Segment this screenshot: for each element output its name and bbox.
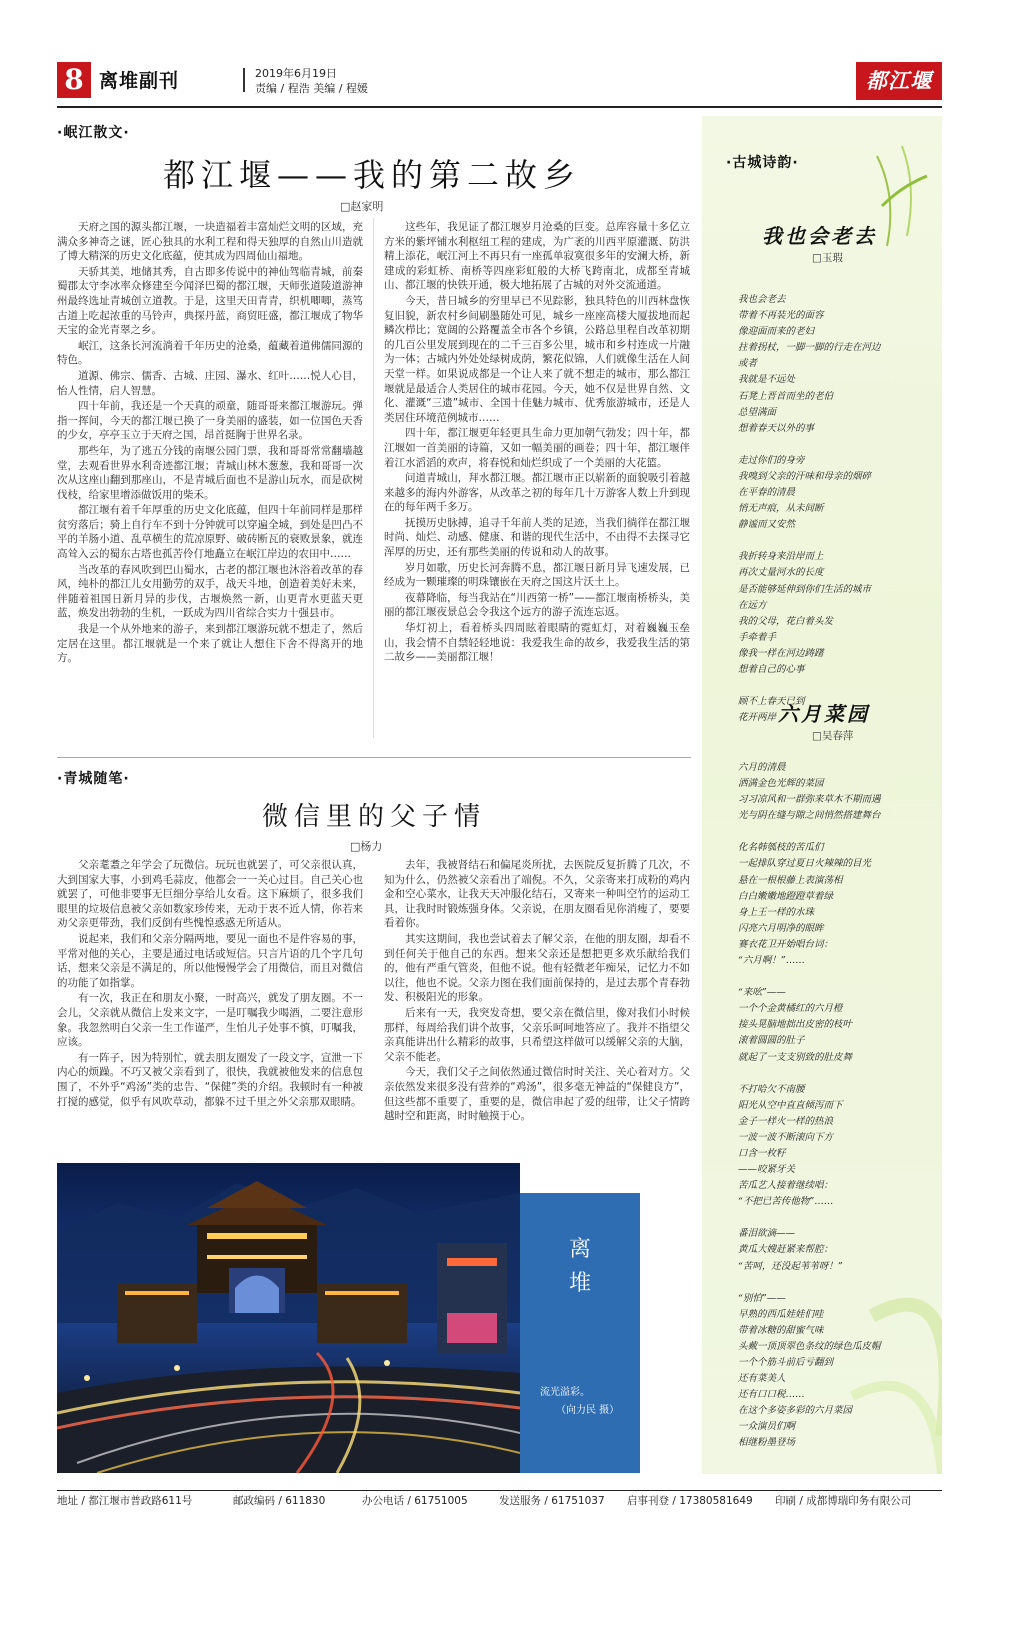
footer-office-phone: 办公电话 / 61751005 xyxy=(362,1495,468,1507)
paragraph: 后来有一天，我突发奇想，要父亲在微信里，像对我们小时候那样，每周给我们讲个故事，父亲乐呵呵地答应了。我并不指望父亲真能讲出什么精彩的故事，只希望这样做可以缓解父亲的大脑，父亲不能老。 xyxy=(384,1006,690,1063)
masthead-separator xyxy=(243,68,245,92)
night-city-photo xyxy=(57,1163,520,1473)
paragraph: 其实这期间，我也尝试着去了解父亲，在他的朋友圈，却看不到任何关于他自己的东西。想来父亲还是想把更多欢乐献给我们的，他有严重气管炎，但他不说。他有轻微老年痴呆，记忆力不如以往，他也不说。父亲力图在我们面前保持的，是过去那个青春勃发、积极阳光的形象。 xyxy=(384,932,690,1004)
article1-column-1 xyxy=(57,220,363,740)
photo-panel-title xyxy=(520,1233,640,1301)
paragraph: 今天，我们父子之间依然通过微信时时关注、关心着对方。父亲依然发来很多没有营养的“鸡汤”，很多毫无神益的“保健良方”，但这些都不重要了，重要的是，微信串起了爱的纽带，让父子情跨越时空和距离，时时触摸于心。 xyxy=(384,1066,690,1123)
footer xyxy=(57,1493,942,1511)
paragraph: 我是一个从外地来的游子，来到都江堰游玩就不想走了，然后定居在这里。都江堰就是一个来了就让人想住下舍不得离开的地方。 xyxy=(57,623,363,665)
article2-byline: □杨力 xyxy=(350,840,383,853)
article1-section-tag: ·岷江散文· xyxy=(57,125,130,141)
poem-stanza: 六月的清晨 洒满金色光辉的菜园 习习凉风和一群弥来草木不期而遇 光与阴在缝与隙之间悄然搭建舞台 xyxy=(738,762,881,822)
paragraph: 岷江，这条长河流淌着千年历史的沧桑，蕴藏着道佛儒同源的特色。 xyxy=(57,339,363,367)
footer-rule xyxy=(57,1490,942,1491)
poem2-author: □吴春萍 xyxy=(812,730,854,742)
paragraph: 父亲耄耋之年学会了玩微信。玩玩也就罢了，可父亲很认真，大到国家大事，小到鸡毛蒜皮，他都会一一关心过目。自己关心也就罢了，可他非要事无巨细分享给儿女看。这下麻烦了，很多我们眼里的垃圾信息被父亲如数家珍传来，无动于衷不近人情，你若来劝父亲更带劲，我们反倒有些愧惶惑惑无所适从。 xyxy=(57,859,363,930)
poem-stanza: 我折转身来沿岸而上 再次丈量河水的长度 是否能够延伸到你们生活的城市 在远方 我的父母，花白着头发 手牵着手 像我一样在河边踌躇 想着自己的心事 xyxy=(738,551,872,675)
poem-stanza: “来吆”—— 一个个金黄橘红的六月橙 接头晃脑地拙出皮密的枝叶 滚着圆圆的肚子 就起了一支支别致的肚皮舞 xyxy=(738,987,853,1063)
photo-caption-panel xyxy=(520,1193,640,1473)
paragraph: 天府之国的源头都江堰，一块造福着丰富灿烂文明的区域，充满众多神奇之谜，匠心独具的水利工程和得天独厚的自然山川造就了博大精深的历史文化底蕴，使其成为四周仙山福地。 xyxy=(57,221,363,263)
paragraph: 四十年，都江堰更年轻更具生命力更加朝气勃发；四十年，都江堰如一首美丽的诗篇，又如一幅美丽的画卷；四十年，都江堰伴着江水滔滔的欢声，将春悦和灿烂织成了一个美丽的大花篮。 xyxy=(384,427,690,469)
photo-illustration xyxy=(57,1163,520,1473)
footer-ads: 启事刊登 / 17380581649 xyxy=(627,1495,753,1507)
article2-headline: 微信里的父子情 xyxy=(262,802,487,832)
photo-panel-title-line-1: 离 xyxy=(568,1237,591,1262)
photo-credit: （向力民 摄） xyxy=(556,1405,620,1416)
paragraph: 去年，我被肾结石和偏尾炎所扰，去医院反复折腾了几次，不知为什么，仍然被父亲看出了端倪。不久，父亲寄来打成粉的鸡内金和空心菜水，让我天天冲服化结石，又寄来一种叫空竹的运动工具，让我时时锻炼强身体。父亲说，在朋友圈看见你消瘦了，要要看着你。 xyxy=(384,859,690,930)
article2-column-2 xyxy=(384,858,690,1156)
poem-stanza: 不打哈欠不南腰 阳光从空中直直倾泻而下 金子一样火一样的热浪 一波一波不断滚向下方 口含一枚籽 ——咬紧牙关 苦瓜艺人接着继续唱： “不把已苦传他物”…… xyxy=(738,1083,843,1208)
editors: 责编 / 程浩 美编 / 程媛 xyxy=(255,82,368,95)
footer-postcode: 邮政编码 / 611830 xyxy=(233,1495,326,1507)
page-number: 8 xyxy=(57,62,91,98)
article2-section-tag: ·青城随笔· xyxy=(57,771,130,787)
poem-stanza: 番泪欲滴—— 黄瓜大嫂赶紧来帮腔： “苦呵，还没起苇苇呀！” xyxy=(738,1228,843,1272)
masthead xyxy=(57,62,942,102)
publication-date: 2019年6月19日 xyxy=(255,67,337,80)
paragraph: 有一次，我正在和朋友小聚，一时高兴，就发了朋友圈。不一会儿，父亲就从微信上发来文字，一是叮嘱我少喝酒，二要注意形象。我忽然明白父亲一生工作谨严，生怕儿子处事不慎，叮嘱我，应该。 xyxy=(57,992,363,1049)
poem-stanza: 我也会老去 带着不再装光的面容 像迎面而来的老妇 拄着拐杖，一脚一脚的行走在河边 或者 我就是不远处 石凳上晋首而坐的老伯 总望满面 想着春天以外的事 xyxy=(738,294,881,434)
paragraph: 这些年，我见证了都江堰岁月沧桑的巨变。总库容量十多亿立方米的紫坪铺水利枢纽工程的建成，为广袤的川西平原灌溉、防洪精上添花，岷江河上不再只有一座孤单寂寞很多年的安澜大桥，新建成的彩虹桥、南桥等四座彩虹般的大桥飞跨南北，成都至青城山、都江堰的快铁开通，极大地拓展了古城的对外交流通道。 xyxy=(384,221,690,292)
poem1-title: 我也会老去 xyxy=(762,224,877,248)
paragraph: 夜幕降临，每当我站在“川西第一桥”——都江堰南桥桥头，美丽的都江堰夜景总会令我这个远方的游子流连忘返。 xyxy=(384,591,690,619)
paragraph: 那些年，为了逃五分钱的南堰公园门票，我和哥哥常常翻墙越堂，去观看世界水利奇迹都江堰；青城山林木葱葱，我和哥哥一次次从这座山翻到那座山，不是青城后面也不是游山玩水，而是砍树伐枝，给家里增添做饭用的柴禾。 xyxy=(57,444,363,501)
paragraph: 道源、佛宗、儒香、古城、庄园、瀑水、红叶……悦人心目，怡人性情，启人智慧。 xyxy=(57,369,363,397)
paragraph: 都江堰有着千年厚重的历史文化底蕴，但四十年前同样是那样贫穷落后；骑上自行车不到十分钟就可以穿遍全城，到处是凹凸不平的羊肠小道、乱草横生的荒凉原野、破砖断瓦的衰败景象，就连高耸入云的蜀东古塔也孤苦伶仃地矗立在岷江岸边的农田中…… xyxy=(57,504,363,561)
column-divider xyxy=(373,218,374,738)
poem2-body xyxy=(738,760,881,1468)
poem1-body xyxy=(738,292,881,742)
poem-stanza: 化名韩瓠枝的苦瓜们 一起排队穿过夏日火辣辣的目光 悬在一根根藤上表演荡相 白白嫩嫩地蹬蹬草着绿 身上王一样的水珠 闪亮六月明净的眼眸 赛衣花卫开始唱台词： “六月啊！”…… xyxy=(738,842,872,967)
paragraph: 岁月如歌，历史长河奔腾不息，都江堰日新月异飞速发展，已经成为一颗璀璨的明珠镶嵌在天府之国这片沃土上。 xyxy=(384,561,690,589)
paragraph: 有一阵子，因为特别忙，就去朋友圈发了一段文字，宣泄一下内心的烦躁。不巧又被父亲看到了，很快，我就被他发来的信息包围了，不外乎“鸡汤”类的忠告、“保健”类的介绍。我顿时有一种被打搅的感觉，似乎有风吹草动，都躲不过千里之外父亲那双眼睛。 xyxy=(57,1051,363,1108)
poem1-author: □玉瑕 xyxy=(812,252,843,264)
photo-caption: 流光溢彩。 xyxy=(540,1387,590,1398)
paragraph: 华灯初上，看着桥头四周眩着眼睛的霓虹灯，对着巍巍玉垒山，我会情不自禁轻轻地说：我爱我生命的故乡，我爱我生活的第二故乡——美丽都江堰！ xyxy=(384,622,690,664)
paragraph: 当改革的春风吹到巴山蜀水，古老的都江堰也沐浴着改革的春风，纯朴的都江儿女用勤劳的双手，战天斗地，创造着美好未来，伴随着祖国日新月异的步伐，古堰焕然一新，山更青水更蓝天更蓝，焕发出勃勃的生机，一跃成为四川省综合实力十强县市。 xyxy=(57,563,363,620)
poem-stanza: 走过你们的身旁 我嗅到父亲的汗味和母亲的烟碎 在平春的清晨 悄无声痕，从未间断 静谧而又安然 xyxy=(738,454,872,531)
article1-headline: 都江堰——我的第二故乡 xyxy=(163,156,582,194)
article-divider xyxy=(57,757,691,758)
footer-distribution: 发送服务 / 61751037 xyxy=(499,1495,605,1507)
paragraph: 今天，昔日城乡的穷里早已不见踪影，独具特色的川西林盘恢复旧貌，新农村乡间刷墨随处可见，城乡一座座高楼大厦拔地而起鳞次栉比；宽阔的公路覆盖全市各个乡镇，公路总里程自改革初期的几百公里发展到现在的二千三百多公里，城市和乡村连成一片融为一体；古城内外处处绿树成荫，繁花似锦，人们就像生活在人间天堂一样。如果说成都是一个让人来了就不想走的城市，那么都江堰就是最适合人类居住的城市花园。今天，她不仅是世界自然、文化、灌溉“三遗”城市、全国十佳魅力城市、优秀旅游城市，还是人类居住环境范例城市…… xyxy=(384,294,690,424)
paragraph: 四十年前，我还是一个天真的顽童，随哥哥来都江堰游玩。弹指一挥间，今天的都江堰已换了一身美丽的盛装，如一位国色天香的少女，亭亭玉立于天府之国，昂首挺胸于世界名录。 xyxy=(57,400,363,442)
paragraph: 问道青城山，拜水都江堰。都江堰市正以崭新的面貌吸引着越来越多的海内外游客，从改革之初的每年几十万游客人数上升到现在的每年两千多万。 xyxy=(384,472,690,514)
article1-byline: □赵家明 xyxy=(340,200,384,213)
poem-stanza: 顾不上春天已到 花开两岸 xyxy=(738,696,805,724)
poetry-sidebar xyxy=(702,116,942,1474)
photo-panel-title-line-2: 堆 xyxy=(568,1271,591,1296)
paragraph: 说起来，我们和父亲分隔两地，要见一面也不是件容易的事，平常对他的关心，主要是通过电话或短信。只言片语的几个字几句话，想来父亲是不满足的，所以他慢慢学会了用微信，而且对微信的功能了如指掌。 xyxy=(57,932,363,989)
section-title: 离堆副刊 xyxy=(99,70,180,92)
sidebar-section-tag: ·古城诗韵· xyxy=(726,155,799,171)
paragraph: 天骄其美，地储其秀，自古即多传说中的神仙驾临青城，前秦蜀郡太守李冰率众修建至今闻泽巴蜀的都江堰，天师张道陵道游神州最终选址青城创立道教。于是，这里天田青青，织机唧唧，蒸笃古道上吃起浓重的马铃声，典探丹蓝，商贸旺盛，都江堰成了物华天宝的金光青翠之乡。 xyxy=(57,265,363,337)
article2-column-1 xyxy=(57,858,363,1156)
footer-address: 地址 / 都江堰市普政路611号 xyxy=(57,1495,193,1507)
paragraph: 抚摸历史脉搏，追寻千年前人类的足迹，当我们徜徉在都江堰时尚、灿烂、动感、健康、和谐的现代生活中，不由得不去探寻它浑厚的历史，还有那些美丽的传说和动人的故事。 xyxy=(384,516,690,559)
footer-printer: 印刷 / 成都博瑞印务有限公司 xyxy=(775,1495,912,1507)
masthead-rule xyxy=(57,106,942,108)
article1-column-2 xyxy=(384,220,690,740)
poem-stanza: “别怕”—— 早熟的西瓜娃娃们哇 带着冰糖的甜蜜气味 头戴一顶顶翠色条纹的绿色瓜皮帽 一个个筋斗前后亏翻到 还有菜美人 还有口口税…… 在这个多姿多彩的六月菜园 一众演员们啊 相继粉墨登场 xyxy=(738,1292,881,1449)
poem2-title: 六月菜园 xyxy=(778,702,870,726)
newspaper-logo: 都江堰 xyxy=(856,62,942,100)
